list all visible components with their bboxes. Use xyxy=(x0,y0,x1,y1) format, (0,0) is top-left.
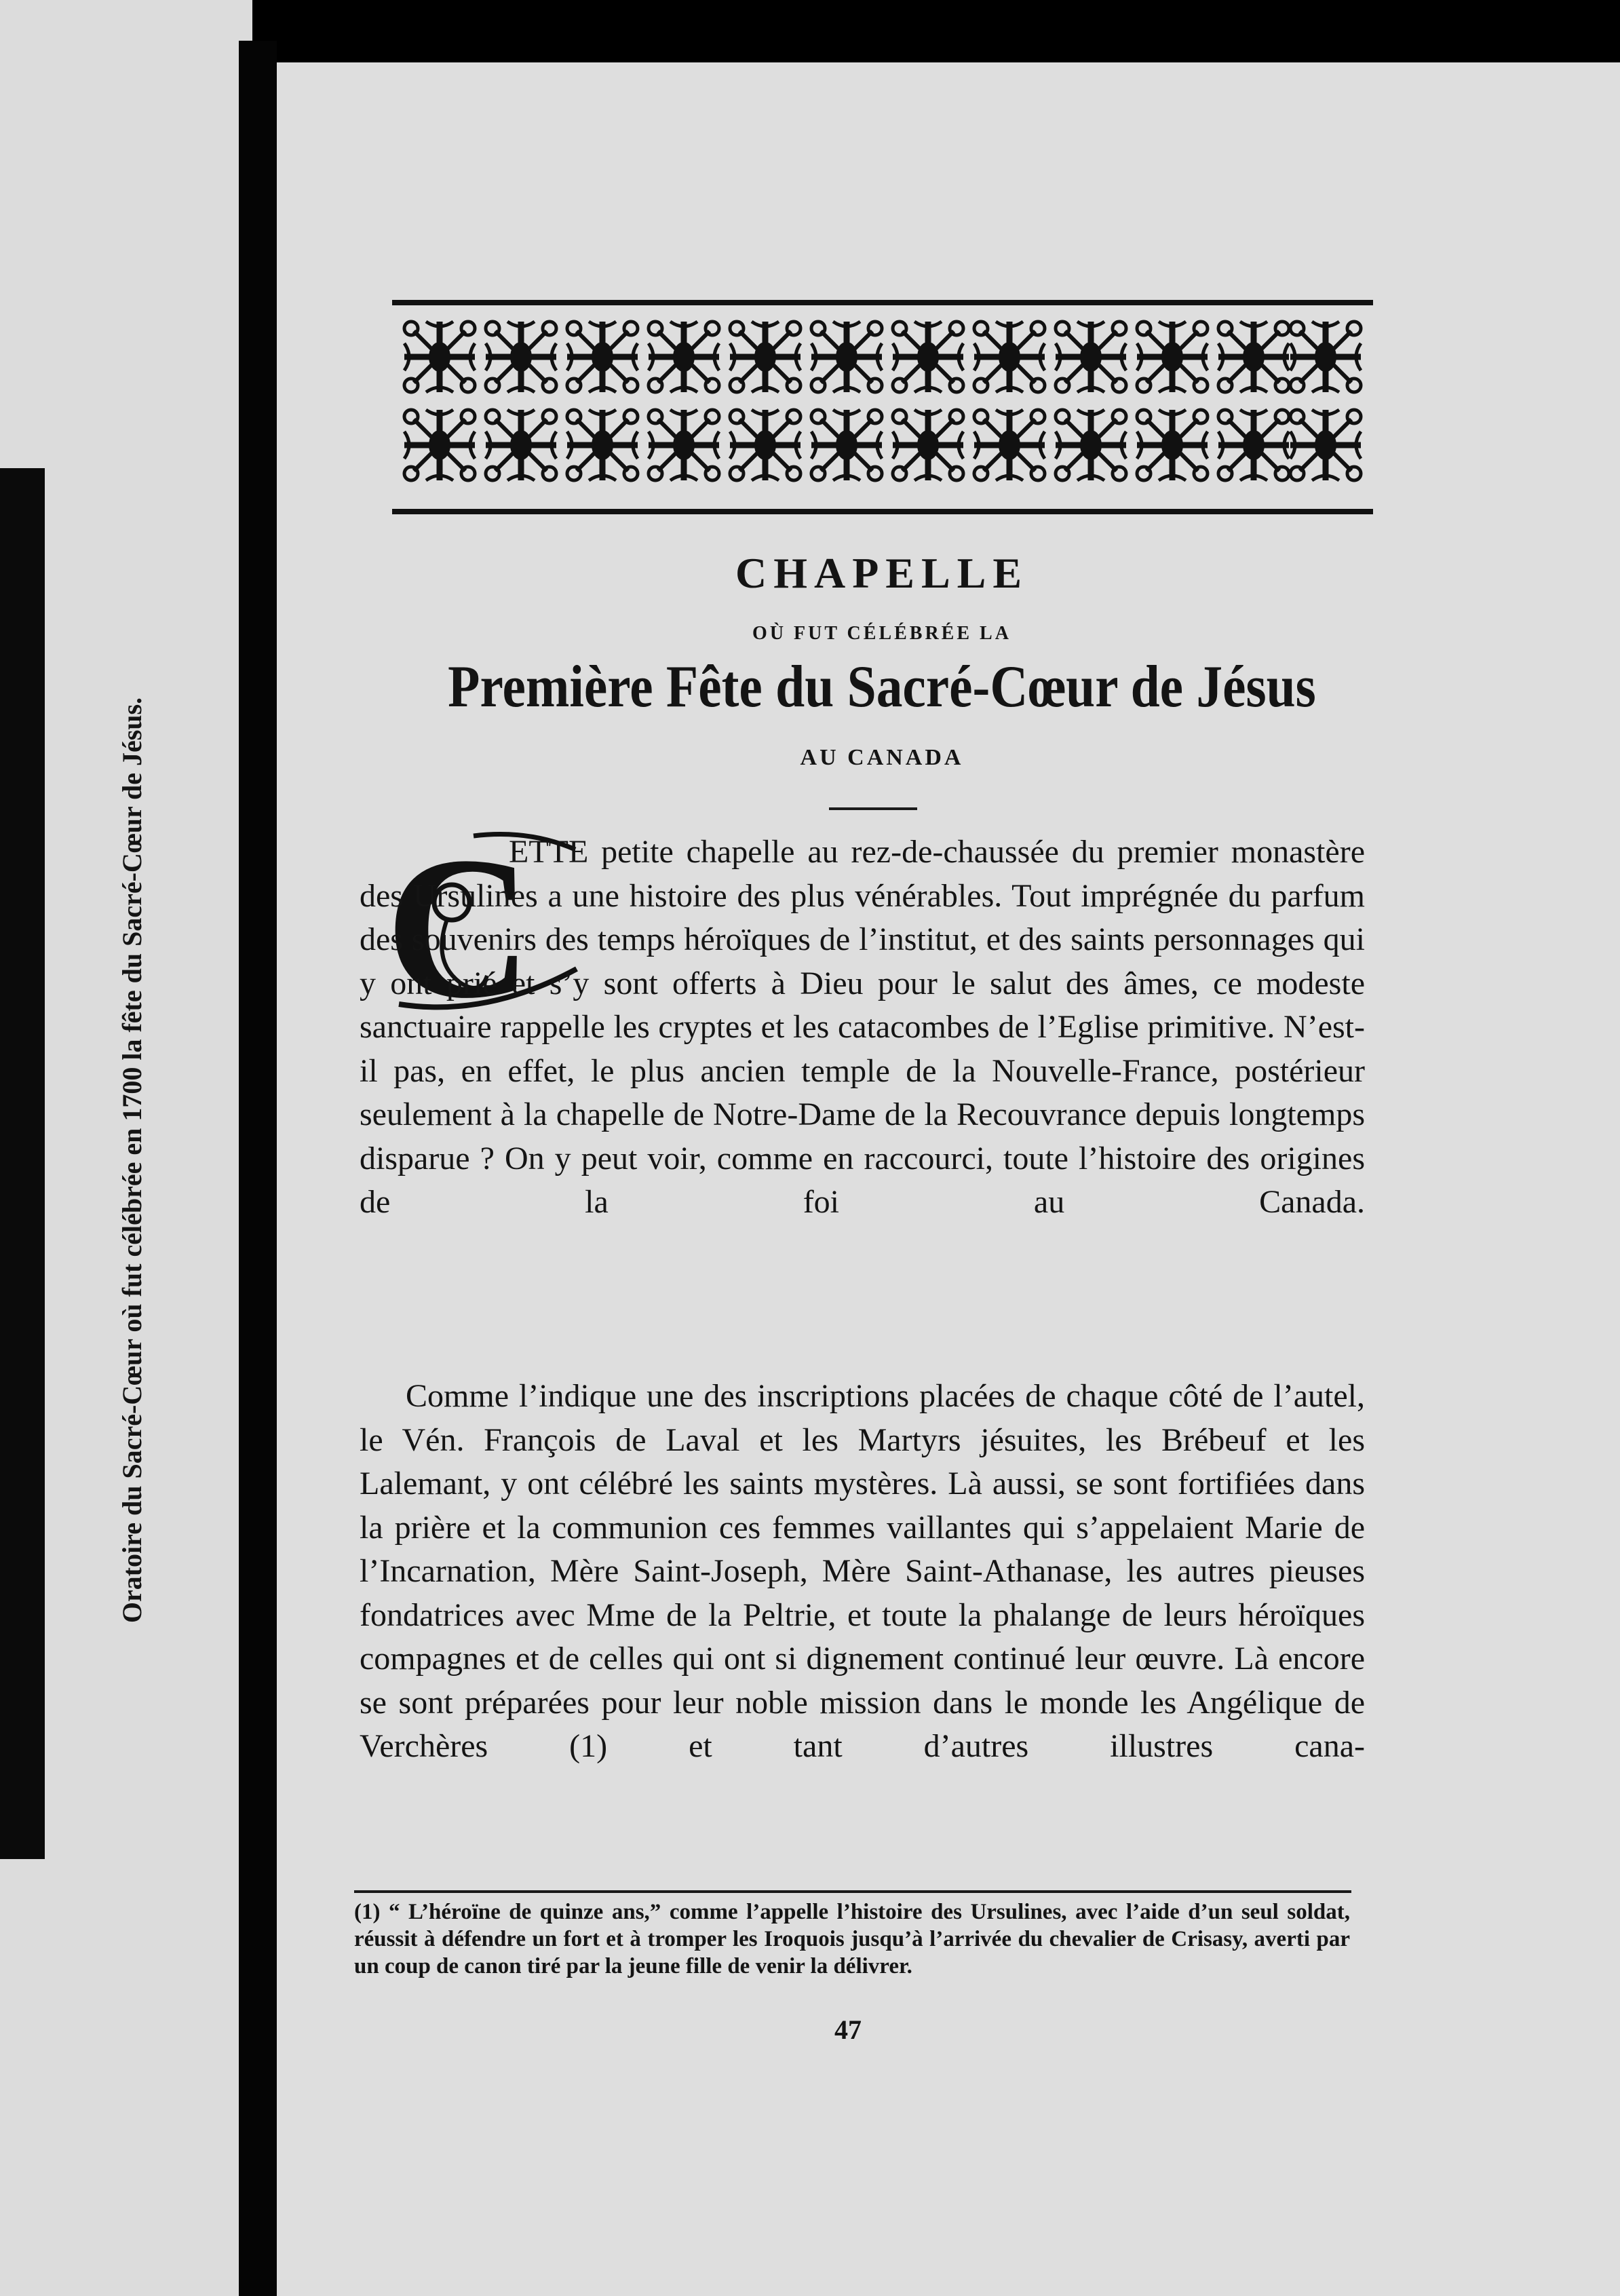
main-heading: Première Fête du Sacré-Cœur de Jésus xyxy=(448,654,1316,720)
paragraph-2: Comme l’indique une des inscriptions placées de chaque côté de l’autel, le Vén. François de Laval et les Martyrs jésuites, les Brébeuf et les Lalemant, y ont célébré les saints mystères. Là aussi, se sont fortifiées dans la prière et la communion ces femmes vaillantes qui s’appelaient Marie de l’Incarnation, Mère Saint-Joseph, Mère Saint-Athanase, les autres pieuses fondatrices avec Mme de la Peltrie, et toute la phalange de leurs héroïques compagnes et de celles qui ont si dignement continué leur œuvre. Là encore se sont préparées pour leur noble mission dans le monde les Angélique de Verchères (1) et tant d’autres illustres cana- xyxy=(360,1378,1365,1764)
title-connector: OÙ FUT CÉLÉBRÉE LA xyxy=(752,623,1011,644)
heading-location: AU CANADA xyxy=(800,745,964,770)
footnote: (1) “ L’héroïne de quinze ans,” comme l’appelle l’histoire des Ursulines, avec l’aide d’un seul soldat, réussit à défendre un fort et à tromper les Iroquois jusqu’à l’arrivée du chevalier de Crisasy, averti par un coup de canon tiré par la jeune fille de venir la délivrer. xyxy=(354,1900,1350,1978)
vertical-plate-caption: Oratoire du Sacré-Cœur où fut célébrée en 1700 la fête du Sacré-Cœur de Jésus. xyxy=(117,697,147,1624)
book-gutter xyxy=(239,41,277,2296)
page-number: 47 xyxy=(834,2014,862,2045)
footnote-divider xyxy=(354,1890,1351,1893)
ornamental-banner xyxy=(392,297,1373,517)
facing-page-left xyxy=(0,0,252,2296)
facing-page-shadow xyxy=(0,468,45,1859)
title-divider xyxy=(829,807,917,810)
page-title: CHAPELLE xyxy=(735,549,1029,597)
drop-cap-letter: C xyxy=(385,826,533,1023)
paragraph-1: ETTE petite chapelle au rez-de-chaussée du premier monastère des Ursulines a une histoire des plus vénérables. Tout imprégnée du parfum des souvenirs des temps héroïques de l’institut, et des saints personnages qui y ont prié et s’y sont offerts à Dieu pour le salut des âmes, ce modeste sanctuaire rappelle les cryptes et les catacombes de l’Eglise primitive. N’est-il pas, en effet, le plus ancien temple de la Nouvelle-France, postérieur seulement à la chapelle de Notre-Dame de la Recouvrance depuis longtemps disparue ? On y peut voir, comme en raccourci, toute l’histoire des origines de la foi au Canada. xyxy=(360,834,1365,1220)
